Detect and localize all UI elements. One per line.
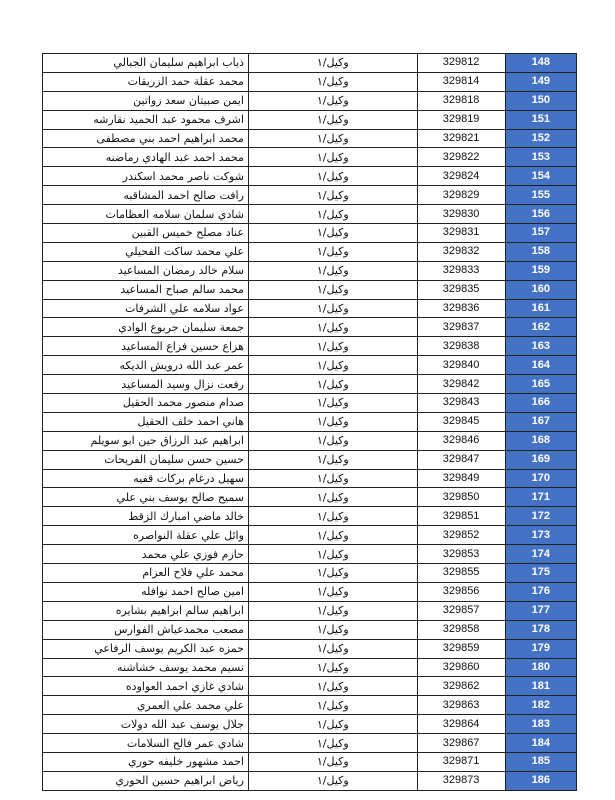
person-name-cell: محمد ابراهيم احمد بني مصطفى bbox=[43, 129, 249, 148]
military-number-cell: 329819 bbox=[417, 110, 505, 129]
table-row bbox=[43, 507, 577, 526]
person-name-cell: شادي عمر فالح السلامات bbox=[43, 734, 249, 753]
person-name-cell: علي محمد ساكت الفحيلي bbox=[43, 242, 249, 261]
military-number-cell: 329845 bbox=[417, 412, 505, 431]
table-row bbox=[43, 54, 577, 73]
table-row bbox=[43, 337, 577, 356]
person-name-cell: عناد مصلح خميس القبين bbox=[43, 224, 249, 243]
person-name-cell: هزاع حسين فزاع المساعيد bbox=[43, 337, 249, 356]
person-name-cell: ايمن صبيتان سعد زواتين bbox=[43, 91, 249, 110]
table-row bbox=[43, 205, 577, 224]
military-number-cell: 329836 bbox=[417, 299, 505, 318]
rank-cell: وكيل/١ bbox=[248, 431, 417, 450]
table-row bbox=[43, 564, 577, 583]
table-row bbox=[43, 526, 577, 545]
rank-cell: وكيل/١ bbox=[248, 167, 417, 186]
table-row bbox=[43, 110, 577, 129]
table-row bbox=[43, 601, 577, 620]
sequence-number-cell: 167 bbox=[505, 412, 576, 431]
rank-cell: وكيل/١ bbox=[248, 715, 417, 734]
personnel-table-body bbox=[43, 54, 577, 791]
table-row bbox=[43, 242, 577, 261]
person-name-cell: محمد سالم صباح المساعيد bbox=[43, 280, 249, 299]
sequence-number-cell: 186 bbox=[505, 771, 576, 790]
person-name-cell: جمعة سليمان جربوع الوادي bbox=[43, 318, 249, 337]
sequence-number-cell: 148 bbox=[505, 54, 576, 73]
military-number-cell: 329818 bbox=[417, 91, 505, 110]
military-number-cell: 329829 bbox=[417, 186, 505, 205]
table-row bbox=[43, 639, 577, 658]
person-name-cell: جلال يوسف عبد الله دولات bbox=[43, 715, 249, 734]
sequence-number-cell: 163 bbox=[505, 337, 576, 356]
person-name-cell: ذياب ابراهيم سليمان الجبالي bbox=[43, 54, 249, 73]
table-row bbox=[43, 488, 577, 507]
military-number-cell: 329855 bbox=[417, 564, 505, 583]
table-row bbox=[43, 752, 577, 771]
table-row bbox=[43, 280, 577, 299]
rank-cell: وكيل/١ bbox=[248, 658, 417, 677]
sequence-number-cell: 166 bbox=[505, 394, 576, 413]
table-row bbox=[43, 582, 577, 601]
rank-cell: وكيل/١ bbox=[248, 91, 417, 110]
sequence-number-cell: 162 bbox=[505, 318, 576, 337]
military-number-cell: 329824 bbox=[417, 167, 505, 186]
military-number-cell: 329858 bbox=[417, 620, 505, 639]
military-number-cell: 329856 bbox=[417, 582, 505, 601]
table-row bbox=[43, 734, 577, 753]
person-name-cell: شوكت ناصر محمد اسكندر bbox=[43, 167, 249, 186]
rank-cell: وكيل/١ bbox=[248, 356, 417, 375]
sequence-number-cell: 150 bbox=[505, 91, 576, 110]
sequence-number-cell: 183 bbox=[505, 715, 576, 734]
rank-cell: وكيل/١ bbox=[248, 110, 417, 129]
sequence-number-cell: 175 bbox=[505, 564, 576, 583]
sequence-number-cell: 184 bbox=[505, 734, 576, 753]
person-name-cell: اشرف محمود عبد الحميد نقارشه bbox=[43, 110, 249, 129]
sequence-number-cell: 176 bbox=[505, 582, 576, 601]
military-number-cell: 329847 bbox=[417, 450, 505, 469]
table-row bbox=[43, 394, 577, 413]
rank-cell: وكيل/١ bbox=[248, 752, 417, 771]
military-number-cell: 329849 bbox=[417, 469, 505, 488]
person-name-cell: وائل علي عقلة النواصره bbox=[43, 526, 249, 545]
person-name-cell: حسين حسن سليمان الفريحات bbox=[43, 450, 249, 469]
military-number-cell: 329833 bbox=[417, 261, 505, 280]
rank-cell: وكيل/١ bbox=[248, 488, 417, 507]
table-row bbox=[43, 715, 577, 734]
rank-cell: وكيل/١ bbox=[248, 450, 417, 469]
sequence-number-cell: 158 bbox=[505, 242, 576, 261]
military-number-cell: 329867 bbox=[417, 734, 505, 753]
table-row bbox=[43, 318, 577, 337]
rank-cell: وكيل/١ bbox=[248, 224, 417, 243]
military-number-cell: 329853 bbox=[417, 545, 505, 564]
sequence-number-cell: 185 bbox=[505, 752, 576, 771]
sequence-number-cell: 159 bbox=[505, 261, 576, 280]
table-row bbox=[43, 412, 577, 431]
military-number-cell: 329850 bbox=[417, 488, 505, 507]
sequence-number-cell: 152 bbox=[505, 129, 576, 148]
military-number-cell: 329864 bbox=[417, 715, 505, 734]
table-row bbox=[43, 356, 577, 375]
rank-cell: وكيل/١ bbox=[248, 54, 417, 73]
table-row bbox=[43, 677, 577, 696]
military-number-cell: 329814 bbox=[417, 72, 505, 91]
sequence-number-cell: 182 bbox=[505, 696, 576, 715]
military-number-cell: 329812 bbox=[417, 54, 505, 73]
person-name-cell: علي محمد علي العمري bbox=[43, 696, 249, 715]
table-row bbox=[43, 129, 577, 148]
sequence-number-cell: 168 bbox=[505, 431, 576, 450]
military-number-cell: 329863 bbox=[417, 696, 505, 715]
rank-cell: وكيل/١ bbox=[248, 677, 417, 696]
person-name-cell: رفعت نزال وسيد المساعيد bbox=[43, 375, 249, 394]
table-row bbox=[43, 771, 577, 790]
military-number-cell: 329862 bbox=[417, 677, 505, 696]
person-name-cell: رافت صالح احمد المشاقبه bbox=[43, 186, 249, 205]
military-number-cell: 329840 bbox=[417, 356, 505, 375]
person-name-cell: نسيم محمد يوسف خشاشنه bbox=[43, 658, 249, 677]
rank-cell: وكيل/١ bbox=[248, 318, 417, 337]
sequence-number-cell: 149 bbox=[505, 72, 576, 91]
military-number-cell: 329843 bbox=[417, 394, 505, 413]
person-name-cell: رياض ابراهيم حسين الحوري bbox=[43, 771, 249, 790]
rank-cell: وكيل/١ bbox=[248, 564, 417, 583]
rank-cell: وكيل/١ bbox=[248, 696, 417, 715]
sequence-number-cell: 169 bbox=[505, 450, 576, 469]
person-name-cell: ابراهيم سالم ابراهيم بشايره bbox=[43, 601, 249, 620]
person-name-cell: صدام منصور محمد الحقيل bbox=[43, 394, 249, 413]
military-number-cell: 329857 bbox=[417, 601, 505, 620]
table-row bbox=[43, 450, 577, 469]
rank-cell: وكيل/١ bbox=[248, 129, 417, 148]
person-name-cell: محمد علي فلاح العزام bbox=[43, 564, 249, 583]
table-row bbox=[43, 72, 577, 91]
person-name-cell: سهيل درغام بركات قفيه bbox=[43, 469, 249, 488]
table-row bbox=[43, 224, 577, 243]
table-row bbox=[43, 186, 577, 205]
rank-cell: وكيل/١ bbox=[248, 375, 417, 394]
sequence-number-cell: 155 bbox=[505, 186, 576, 205]
rank-cell: وكيل/١ bbox=[248, 639, 417, 658]
rank-cell: وكيل/١ bbox=[248, 261, 417, 280]
person-name-cell: امين صالح احمد نوافله bbox=[43, 582, 249, 601]
person-name-cell: محمد احمد عبد الهادي رماضنه bbox=[43, 148, 249, 167]
rank-cell: وكيل/١ bbox=[248, 299, 417, 318]
personnel-table bbox=[42, 53, 577, 791]
sequence-number-cell: 179 bbox=[505, 639, 576, 658]
person-name-cell: مصعب محمدعياش الفوارس bbox=[43, 620, 249, 639]
military-number-cell: 329873 bbox=[417, 771, 505, 790]
table-row bbox=[43, 431, 577, 450]
table-row bbox=[43, 148, 577, 167]
person-name-cell: ابراهيم عبد الرزاق حين ابو سويلم bbox=[43, 431, 249, 450]
rank-cell: وكيل/١ bbox=[248, 337, 417, 356]
sequence-number-cell: 151 bbox=[505, 110, 576, 129]
rank-cell: وكيل/١ bbox=[248, 545, 417, 564]
table-row bbox=[43, 261, 577, 280]
table-row bbox=[43, 375, 577, 394]
person-name-cell: حمزه عبد الكريم يوسف الرفاعي bbox=[43, 639, 249, 658]
sequence-number-cell: 154 bbox=[505, 167, 576, 186]
rank-cell: وكيل/١ bbox=[248, 205, 417, 224]
person-name-cell: عواد سلامه علي الشرفات bbox=[43, 299, 249, 318]
sequence-number-cell: 165 bbox=[505, 375, 576, 394]
rank-cell: وكيل/١ bbox=[248, 148, 417, 167]
military-number-cell: 329859 bbox=[417, 639, 505, 658]
person-name-cell: حازم فوزي علي محمد bbox=[43, 545, 249, 564]
military-number-cell: 329871 bbox=[417, 752, 505, 771]
table-row bbox=[43, 91, 577, 110]
rank-cell: وكيل/١ bbox=[248, 582, 417, 601]
sequence-number-cell: 178 bbox=[505, 620, 576, 639]
sequence-number-cell: 160 bbox=[505, 280, 576, 299]
person-name-cell: سلام خالد رمضان المساعيد bbox=[43, 261, 249, 280]
table-row bbox=[43, 469, 577, 488]
military-number-cell: 329830 bbox=[417, 205, 505, 224]
military-number-cell: 329842 bbox=[417, 375, 505, 394]
rank-cell: وكيل/١ bbox=[248, 620, 417, 639]
military-number-cell: 329837 bbox=[417, 318, 505, 337]
person-name-cell: خالد ماضي امبارك الزقط bbox=[43, 507, 249, 526]
military-number-cell: 329822 bbox=[417, 148, 505, 167]
table-row bbox=[43, 167, 577, 186]
sequence-number-cell: 173 bbox=[505, 526, 576, 545]
person-name-cell: شادي غازي احمد العواوده bbox=[43, 677, 249, 696]
rank-cell: وكيل/١ bbox=[248, 72, 417, 91]
sequence-number-cell: 181 bbox=[505, 677, 576, 696]
rank-cell: وكيل/١ bbox=[248, 734, 417, 753]
military-number-cell: 329838 bbox=[417, 337, 505, 356]
rank-cell: وكيل/١ bbox=[248, 771, 417, 790]
sequence-number-cell: 171 bbox=[505, 488, 576, 507]
military-number-cell: 329860 bbox=[417, 658, 505, 677]
table-row bbox=[43, 299, 577, 318]
rank-cell: وكيل/١ bbox=[248, 601, 417, 620]
rank-cell: وكيل/١ bbox=[248, 394, 417, 413]
table-row bbox=[43, 658, 577, 677]
person-name-cell: هاني احمد خلف الحقيل bbox=[43, 412, 249, 431]
person-name-cell: عمر عبد الله درويش الديكه bbox=[43, 356, 249, 375]
sequence-number-cell: 174 bbox=[505, 545, 576, 564]
military-number-cell: 329835 bbox=[417, 280, 505, 299]
rank-cell: وكيل/١ bbox=[248, 526, 417, 545]
person-name-cell: محمد عقلة حمد الزريقات bbox=[43, 72, 249, 91]
sequence-number-cell: 161 bbox=[505, 299, 576, 318]
sequence-number-cell: 180 bbox=[505, 658, 576, 677]
table-row bbox=[43, 545, 577, 564]
sequence-number-cell: 170 bbox=[505, 469, 576, 488]
military-number-cell: 329832 bbox=[417, 242, 505, 261]
person-name-cell: سميح صالح يوسف بني علي bbox=[43, 488, 249, 507]
sequence-number-cell: 157 bbox=[505, 224, 576, 243]
sequence-number-cell: 153 bbox=[505, 148, 576, 167]
sequence-number-cell: 172 bbox=[505, 507, 576, 526]
sequence-number-cell: 177 bbox=[505, 601, 576, 620]
rank-cell: وكيل/١ bbox=[248, 280, 417, 299]
rank-cell: وكيل/١ bbox=[248, 186, 417, 205]
military-number-cell: 329846 bbox=[417, 431, 505, 450]
rank-cell: وكيل/١ bbox=[248, 412, 417, 431]
table-row bbox=[43, 620, 577, 639]
table-row bbox=[43, 696, 577, 715]
person-name-cell: احمد مشهور خليفه حوري bbox=[43, 752, 249, 771]
military-number-cell: 329852 bbox=[417, 526, 505, 545]
military-number-cell: 329851 bbox=[417, 507, 505, 526]
rank-cell: وكيل/١ bbox=[248, 507, 417, 526]
military-number-cell: 329831 bbox=[417, 224, 505, 243]
military-number-cell: 329821 bbox=[417, 129, 505, 148]
sequence-number-cell: 156 bbox=[505, 205, 576, 224]
rank-cell: وكيل/١ bbox=[248, 242, 417, 261]
sequence-number-cell: 164 bbox=[505, 356, 576, 375]
person-name-cell: شادي سلمان سلامه العظامات bbox=[43, 205, 249, 224]
rank-cell: وكيل/١ bbox=[248, 469, 417, 488]
